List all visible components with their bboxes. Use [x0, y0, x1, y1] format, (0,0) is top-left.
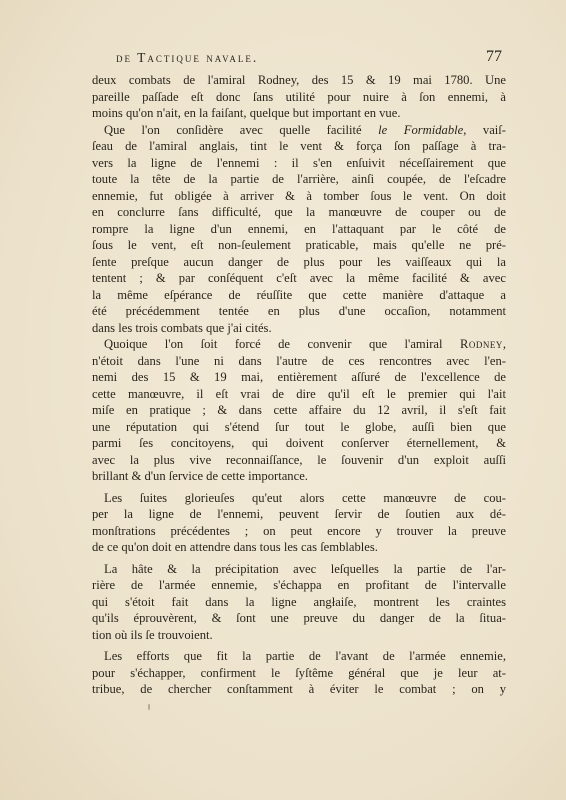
admiral-name: Rodney [459, 337, 503, 351]
text-line: pour s'échapper, confirment le ſyſtême général que je leur at- [92, 665, 506, 680]
paragraph-5 [92, 561, 506, 644]
text-line: la même eſpérance de réuſſite que cette manière d'attaque a [92, 287, 506, 302]
text-line: tribue, de chercher conſtamment à éviter le combat ; on y [92, 682, 506, 696]
text-line: qu'ils éprouvèrent, & ſont une preuve du danger de la ſitua- [92, 611, 506, 625]
text-span: Que l'on conſidère avec quelle facilité [104, 122, 379, 137]
text-line: miſe en pratique ; & dans cette affaire du 12 avril, il s'eſt fait [92, 403, 506, 417]
paragraph-1 [92, 72, 506, 122]
text-line: monſtrations précédentes ; on peut encore y trouver la preuve [92, 523, 506, 538]
text-line: rompre la ligne d'un ennemi, en l'attaquant par le côté de [92, 221, 506, 236]
text-line: toute la tête de la partie de l'arrière, ainſi coupée, de l'eſcadre [92, 172, 506, 186]
text-line: pareille paſſade eſt donc ſans utilité pour nuire à ſon ennemi, à [92, 89, 506, 104]
text-line: deux combats de l'amiral Rodney, des 15 & 19 mai 1780. Une [92, 73, 506, 87]
text-line: cette manœuvre, il eſt vrai de dire qu'il eſt le premier qui l'ait [92, 386, 506, 401]
text-line: ennemie, fut obligée à arriver & à tomber ſous le vent. On doit [92, 188, 506, 203]
body-text [92, 72, 506, 698]
paper-blemish [148, 704, 150, 710]
text-line: brillant & d'un ſervice de cette importance. [92, 469, 308, 483]
text-line: une réputation qui s'étend ſur tout le globe, auſſi bien que [92, 419, 506, 434]
paragraph-4 [92, 490, 506, 556]
text-line: qui s'étoit fait dans la ligne angłaiſe, montrent les craintes [92, 594, 506, 609]
text-line [92, 122, 506, 139]
text-line: ſente preſque aucun danger de plus pour les vaiſſeaux qui la [92, 254, 506, 269]
text-line: été précédemment tentée en plus d'une occaſion, notamment [92, 304, 506, 318]
text-line: ſeau de l'amiral anglais, tint le vent & força ſon paſſage à tra- [92, 139, 506, 153]
text-line: Les efforts que fit la partie de l'avant de l'armée ennemie, [104, 649, 506, 663]
text-line: dans les trois combats que j'ai cités. [92, 320, 272, 335]
running-title: de Tactique navale. [116, 50, 259, 65]
text-span: Quoique l'on ſoit forcé de convenir que l'amiral [104, 337, 460, 351]
text-line: avec la plus vive reconnaiſſance, le ſouvenir d'un exploit auſſi [92, 452, 506, 467]
text-line: per la ligne de l'ennemi, peuvent ſervir de ſoutien aux dé- [92, 507, 506, 521]
page-number: 77 [486, 48, 502, 65]
text-line: moins qu'on n'ait, en la faiſant, quelque but important en vue. [92, 106, 401, 120]
text-line: ſous le vent, eſt non-ſeulement praticable, mais qu'elle ne pré- [92, 238, 506, 252]
text-line: vers la ligne de l'ennemi : il s'en enſuivit néceſſairement que [92, 155, 506, 170]
paragraph-2 [92, 122, 506, 337]
text-line: rière de l'armée ennemie, s'échappa en profitant de l'intervalle [92, 578, 506, 592]
text-line: parmi ſes concitoyens, qui doivent conſerver éternellement, & [92, 436, 506, 450]
text-line: tion où ils ſe trouvoient. [92, 627, 213, 642]
text-line: en conclurre ſans difficulté, que la manœuvre de couper ou de [92, 205, 506, 219]
paragraph-3 [92, 336, 506, 485]
text-span: , vaiſ- [463, 122, 506, 137]
text-line: La hâte & la précipitation avec leſquelles la partie de l'ar- [104, 561, 506, 576]
text-line: nemi des 15 & 19 mai, entièrement aſſuré de l'excellence de [92, 370, 506, 384]
text-span: , [502, 337, 506, 351]
text-line: de ce qu'on doit en attendre dans tous les cas ſemblables. [92, 540, 378, 554]
page-header [92, 50, 502, 70]
paragraph-6 [92, 648, 506, 698]
ship-name: le Formidable [378, 122, 464, 137]
text-line: tentent ; & par conſéquent c'eſt avec la même facilité & avec [92, 271, 506, 285]
text-line: n'étoit dans l'une ni dans l'autre de ces rencontres avec l'en- [92, 353, 506, 368]
text-line [92, 336, 506, 353]
text-line: Les ſuites glorieuſes qu'eut alors cette manœuvre de cou- [104, 490, 506, 505]
